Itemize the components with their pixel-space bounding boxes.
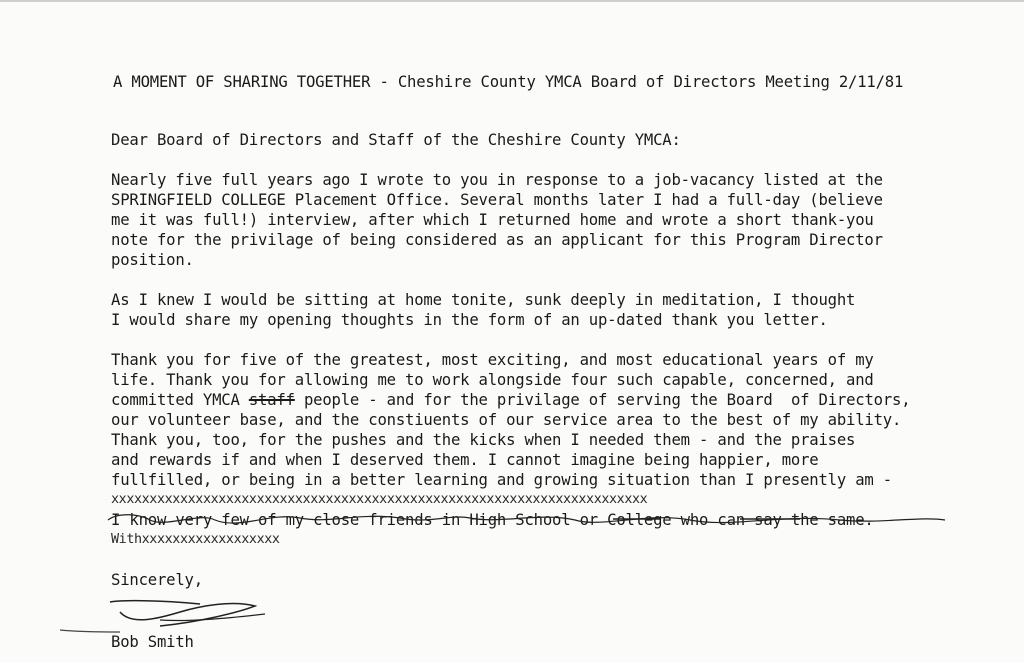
paragraph-1-line-4: note for the privilage of being considered as an applicant for this Program Director (111, 231, 883, 249)
paragraph-3-line-5: Thank you, too, for the pushes and the kicks when I needed them - and the praises (111, 431, 856, 449)
paragraph-3-line-3 (111, 390, 910, 410)
paragraph-3-line-4: our volunteer base, and the constiuents of our service area to the best of my ability. (111, 411, 902, 429)
top-edge-line (0, 0, 1024, 2)
line-3-end: people - and for the privilage of serving the Board of Directors, (294, 391, 911, 409)
paragraph-1-line-3: me it was full!) interview, after which I returned home and wrote a short thank-you (111, 211, 874, 229)
paragraph-2-line-1: As I knew I would be sitting at home tonite, sunk deeply in meditation, I thought (111, 291, 856, 309)
letter-title: A MOMENT OF SHARING TOGETHER - Cheshire County YMCA Board of Directors Meeting 2/11/81 (113, 73, 904, 91)
signer-name: Bob Smith (111, 633, 194, 651)
paragraph-3-line-6: and rewards if and when I deserved them. I cannot imagine being happier, more (111, 451, 819, 469)
paragraph-2-line-2: I would share my opening thoughts in the form of an up-dated thank you letter. (111, 311, 828, 329)
paragraph-1-line-5: position. (111, 251, 194, 269)
paragraph-3-line-7: fullfilled, or being in a better learning and growing situation than I presently am - (111, 471, 892, 489)
x-out-line: xxxxxxxxxxxxxxxxxxxxxxxxxxxxxxxxxxxxxxxxxxxxxxxxxxxxxxxxxxxxxxxxxxxxxx (111, 492, 648, 507)
paragraph-1-line-1: Nearly five full years ago I wrote to you in response to a job-vacancy listed at the (111, 171, 883, 189)
paragraph-1-line-2: SPRINGFIELD COLLEGE Placement Office. Several months later I had a full-day (believe (111, 191, 883, 209)
paragraph-3-line-1: Thank you for five of the greatest, most exciting, and most educational years of my (111, 351, 874, 369)
salutation: Dear Board of Directors and Staff of the Cheshire County YMCA: (111, 131, 681, 149)
paragraph-3-line-2: life. Thank you for allowing me to work alongside four such capable, concerned, and (111, 371, 874, 389)
line-3-start: committed YMCA (111, 391, 249, 409)
x-out-line-2: Withxxxxxxxxxxxxxxxxxx (111, 532, 280, 547)
struck-word: staff (248, 391, 295, 409)
closing: Sincerely, (111, 571, 203, 589)
paragraph-3-line-9: I know very few of my close friends in High School or College who can say the same. (111, 511, 874, 529)
